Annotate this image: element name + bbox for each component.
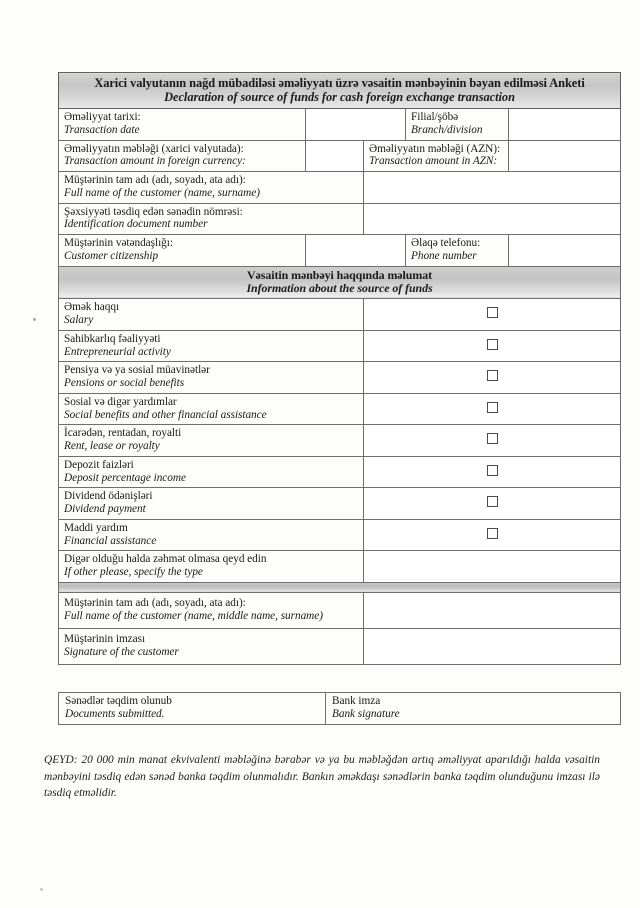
label-amount-foreign-currency xyxy=(59,140,306,172)
row-signature-fullname xyxy=(59,592,621,628)
field-transaction-date[interactable] xyxy=(306,109,406,141)
source-of-funds-row xyxy=(59,330,621,362)
source-of-funds-label-az: Depozit faizləri xyxy=(64,458,134,471)
source-of-funds-label-az: Sahibkarlıq fəaliyyəti xyxy=(64,332,161,345)
source-of-funds-label-en: Rent, lease or royalty xyxy=(64,440,160,453)
source-of-funds-label-az: İcarədən, rentadan, royalti xyxy=(64,427,182,440)
source-of-funds-label-az: Dividend ödənişləri xyxy=(64,490,153,503)
field-citizenship[interactable] xyxy=(306,235,406,267)
source-of-funds-label xyxy=(59,330,364,362)
source-of-funds-label-en: Dividend payment xyxy=(64,503,146,516)
source-of-funds-label xyxy=(59,456,364,488)
source-of-funds-row xyxy=(59,425,621,457)
label-phone-number xyxy=(406,235,509,267)
field-amount-azn[interactable] xyxy=(509,140,621,172)
source-of-funds-label xyxy=(59,488,364,520)
row-customer-fullname xyxy=(59,172,621,204)
source-of-funds-checkbox-cell[interactable] xyxy=(364,488,621,520)
source-of-funds-heading-az: Vəsaitin mənbəyi haqqında məlumat xyxy=(247,267,433,282)
source-of-funds-label-en: Salary xyxy=(64,314,94,327)
scan-artifact-speck-lower xyxy=(40,888,43,891)
label-customer-signature xyxy=(59,628,364,664)
footer-note: QEYD: 20 000 min manat ekvivalenti məbləğinə bərabər və ya bu məbləğdən artıq əməliyyat aparıldığı halda vəsaitin mənbəyini təsdiq edən sənəd banka təqdim olunmalıdır. Bankın əməkdaşı sənədlərin banka təqdim olunduğunu imzası ilə təsdiq etməlidir. xyxy=(44,754,600,800)
source-of-funds-label xyxy=(59,551,364,583)
source-of-funds-heading-en: Information about the source of funds xyxy=(246,280,433,295)
source-of-funds-checkbox-cell xyxy=(364,551,621,583)
source-of-funds-label-az: Digər olduğu halda zəhmət olmasa qeyd edin xyxy=(64,553,267,566)
cell-bank-signature[interactable] xyxy=(326,693,621,725)
source-of-funds-label xyxy=(59,519,364,551)
checkbox-icon[interactable] xyxy=(487,370,498,381)
field-branch[interactable] xyxy=(509,109,621,141)
checkbox-icon[interactable] xyxy=(487,433,498,444)
identification-document-label-az: Şəxsiyyəti təsdiq edən sənədin nömrəsi: xyxy=(64,205,243,218)
amount-fx-label-az: Əməliyyatın məbləği (xarici valyutada): xyxy=(64,142,244,155)
source-of-funds-checkbox-cell[interactable] xyxy=(364,330,621,362)
transaction-date-label-en: Transaction date xyxy=(64,123,140,136)
label-amount-azn xyxy=(364,140,509,172)
source-of-funds-checkbox-cell[interactable] xyxy=(364,425,621,457)
source-of-funds-row xyxy=(59,362,621,394)
source-of-funds-label-en: Deposit percentage income xyxy=(64,471,186,484)
source-of-funds-checkbox-cell[interactable] xyxy=(364,456,621,488)
field-signature-fullname[interactable] xyxy=(364,592,621,628)
transaction-date-label-az: Əməliyyat tarixi: xyxy=(64,111,141,124)
source-of-funds-label-en: Entrepreneurial activity xyxy=(64,345,171,358)
checkbox-icon[interactable] xyxy=(487,528,498,539)
source-of-funds-label-en: Financial assistance xyxy=(64,534,157,547)
documents-bank-signature-table xyxy=(58,692,621,725)
source-of-funds-label-az: Əmək haqqı xyxy=(64,301,120,314)
source-of-funds-row xyxy=(59,519,621,551)
source-of-funds-label xyxy=(59,425,364,457)
row-citizenship-phone xyxy=(59,235,621,267)
phone-number-label-en: Phone number xyxy=(411,249,477,262)
source-of-funds-label xyxy=(59,362,364,394)
field-phone-number[interactable] xyxy=(509,235,621,267)
row-identification-document xyxy=(59,203,621,235)
signature-fullname-label-en: Full name of the customer (name, middle name, surname) xyxy=(64,609,323,622)
branch-label-az: Filial/şöbə xyxy=(411,111,459,124)
checkbox-icon[interactable] xyxy=(487,496,498,507)
source-of-funds-row xyxy=(59,456,621,488)
row-documents-bank xyxy=(59,693,621,725)
row-customer-signature xyxy=(59,628,621,664)
scan-artifact-speck xyxy=(33,318,36,321)
checkbox-icon[interactable] xyxy=(487,402,498,413)
citizenship-label-az: Müştərinin vətəndaşlığı: xyxy=(64,237,173,250)
source-of-funds-label-az: Pensiya və ya sosial müavinətlər xyxy=(64,364,210,377)
source-of-funds-checkbox-cell[interactable] xyxy=(364,393,621,425)
label-transaction-date xyxy=(59,109,306,141)
amount-azn-label-en: Transaction amount in AZN: xyxy=(369,155,498,168)
field-customer-fullname[interactable] xyxy=(364,172,621,204)
amount-fx-label-en: Transaction amount in foreign currency: xyxy=(64,155,246,168)
checkbox-icon[interactable] xyxy=(487,465,498,476)
customer-signature-label-en: Signature of the customer xyxy=(64,645,179,658)
customer-fullname-label-az: Müştərinin tam adı (adı, soyadı, ata adı): xyxy=(64,174,246,187)
form-title-az: Xarici valyutanın nağd mübadiləsi əməliyyatı üzrə vəsaitin mənbəyinin bəyan edilməsi Anketi xyxy=(94,76,585,90)
customer-fullname-label-en: Full name of the customer (name, surname) xyxy=(64,186,260,199)
section-separator-band xyxy=(59,582,621,592)
source-of-funds-list xyxy=(59,299,621,583)
label-citizenship xyxy=(59,235,306,267)
signature-fullname-label-az: Müştərinin tam adı (adı, soyadı, ata adı): xyxy=(64,597,246,610)
label-customer-fullname xyxy=(59,172,364,204)
identification-document-label-en: Identification document number xyxy=(64,218,208,231)
label-signature-fullname xyxy=(59,592,364,628)
form-title-banner xyxy=(59,73,621,109)
source-of-funds-label-az: Sosial və digər yardımlar xyxy=(64,395,177,408)
source-of-funds-label-az: Maddi yardım xyxy=(64,521,128,534)
checkbox-icon[interactable] xyxy=(487,307,498,318)
branch-label-en: Branch/division xyxy=(411,123,483,136)
source-of-funds-label xyxy=(59,299,364,331)
source-of-funds-checkbox-cell[interactable] xyxy=(364,362,621,394)
source-of-funds-label-en: Pensions or social benefits xyxy=(64,377,185,390)
cell-documents-submitted[interactable] xyxy=(59,693,326,725)
field-identification-document[interactable] xyxy=(364,203,621,235)
documents-submitted-label-en: Documents submitted. xyxy=(65,707,165,720)
amount-azn-label-az: Əməliyyatın məbləği (AZN): xyxy=(369,142,501,155)
documents-submitted-label-az: Sənədlər təqdim olunub xyxy=(65,695,172,707)
label-branch xyxy=(406,109,509,141)
source-of-funds-banner xyxy=(59,266,621,299)
label-identification-document xyxy=(59,203,364,235)
declaration-form-table xyxy=(58,72,621,665)
form-title-en: Declaration of source of funds for cash foreign exchange transaction xyxy=(164,90,515,105)
source-of-funds-row xyxy=(59,551,621,583)
bank-signature-label-az: Bank imza xyxy=(332,695,381,707)
source-of-funds-checkbox-cell[interactable] xyxy=(364,519,621,551)
source-of-funds-row xyxy=(59,393,621,425)
bank-signature-label-en: Bank signature xyxy=(332,707,400,720)
checkbox-icon[interactable] xyxy=(487,339,498,350)
field-customer-signature[interactable] xyxy=(364,628,621,664)
field-amount-foreign-currency[interactable] xyxy=(306,140,364,172)
row-transaction-date xyxy=(59,109,621,141)
source-of-funds-label-en: If other please, specify the type xyxy=(64,566,203,579)
phone-number-label-az: Əlaqə telefonu: xyxy=(411,237,481,250)
source-of-funds-label xyxy=(59,393,364,425)
customer-signature-label-az: Müştərinin imzası xyxy=(64,633,146,646)
citizenship-label-en: Customer citizenship xyxy=(64,249,159,262)
source-of-funds-row xyxy=(59,488,621,520)
source-of-funds-label-en: Social benefits and other financial assistance xyxy=(64,408,267,421)
source-of-funds-row xyxy=(59,299,621,331)
row-transaction-amounts xyxy=(59,140,621,172)
source-of-funds-checkbox-cell[interactable] xyxy=(364,299,621,331)
